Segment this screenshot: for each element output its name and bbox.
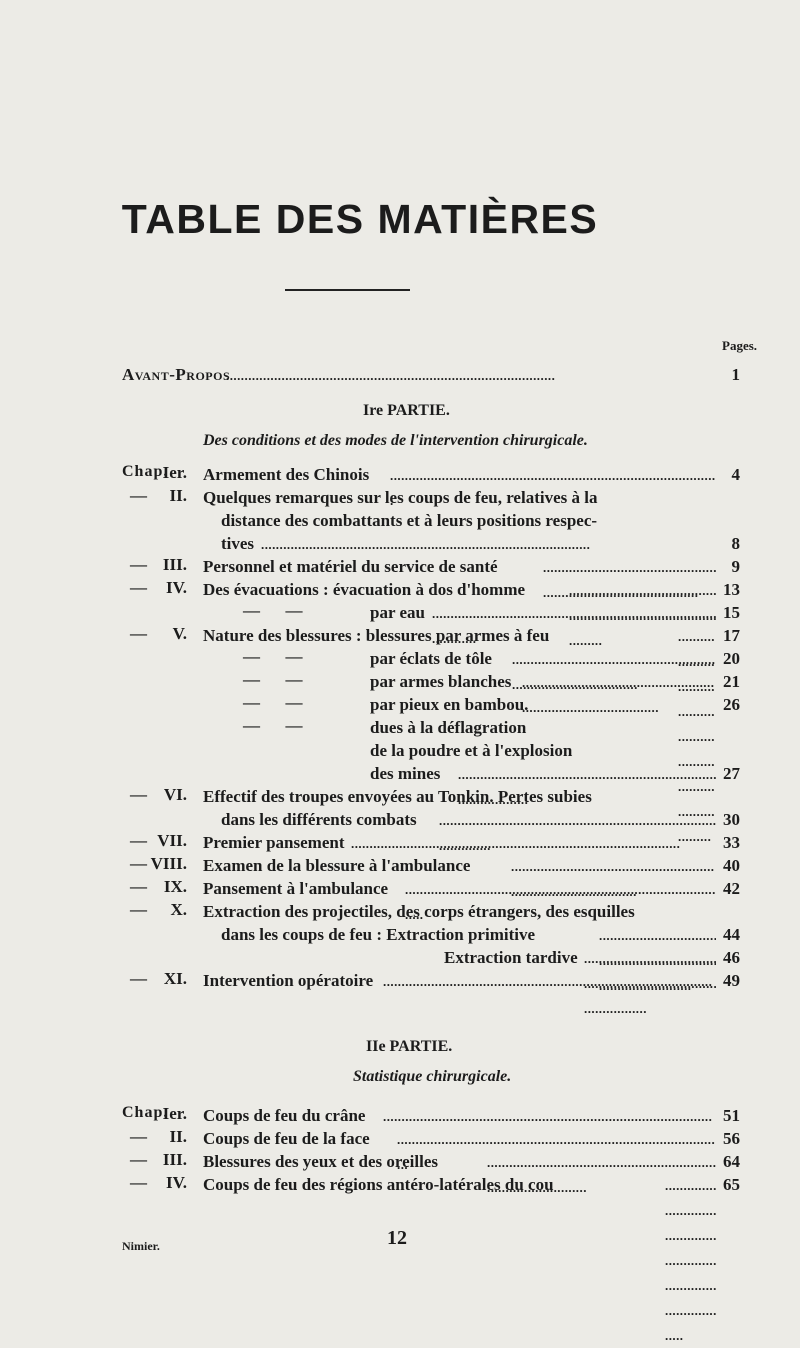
ditto-dashes: — —: [243, 601, 303, 620]
ditto-dash: —: [130, 877, 147, 896]
toc-entry: [221, 923, 740, 947]
toc-entry: [203, 1173, 740, 1197]
ditto-dashes: — —: [243, 670, 303, 689]
title-rule: [285, 289, 410, 291]
dot-leader: [226, 363, 716, 388]
chapter-number: V.: [172, 624, 187, 643]
footer-author: Nimier.: [122, 1239, 160, 1253]
toc-page-number: 21: [723, 672, 740, 691]
part-heading-2: IIe PARTIE.: [366, 1038, 453, 1055]
toc-entry: [203, 831, 740, 855]
toc-entry-line: Effectif des troupes envoyées au Tonkin. Pertes subies: [203, 787, 592, 806]
toc-page-number: 42: [723, 879, 740, 898]
toc-page-number: 44: [723, 925, 740, 944]
toc-entry: [203, 463, 740, 487]
toc-entry: [221, 532, 740, 556]
ditto-dash: —: [130, 578, 147, 597]
toc-page-number: 17: [723, 626, 740, 645]
toc-entry: [370, 647, 740, 671]
toc-entry-line: Quelques remarques sur les coups de feu, relatives à la: [203, 488, 598, 507]
dot-leader: [383, 969, 716, 994]
toc-entry-label: Des évacuations : évacuation à dos d'homme: [203, 580, 526, 599]
ditto-dash: —: [130, 624, 147, 643]
toc-entry: [370, 762, 740, 786]
toc-entry-label: Pansement à l'ambulance: [203, 879, 389, 898]
chapter-number: VI.: [163, 785, 187, 804]
chapter-number: IV.: [166, 1173, 187, 1192]
toc-entry-label: dans les coups de feu : Extraction primitive: [221, 925, 536, 944]
chapter-number: II.: [169, 1127, 187, 1146]
toc-entry-label: Premier pansement: [203, 833, 345, 852]
toc-entry-label: par armes blanches: [370, 672, 512, 691]
toc-entry-label: dans les différents combats: [221, 810, 417, 829]
toc-page-number: 27: [723, 764, 740, 783]
dot-leader: [351, 831, 716, 856]
dot-leader: [665, 1173, 716, 1348]
ditto-dashes: — —: [243, 647, 303, 666]
chapter-label: Chap.: [122, 463, 169, 480]
toc-entry-label: par éclats de tôle: [370, 649, 492, 668]
toc-entry-label: Armement des Chinois: [203, 465, 370, 484]
part-heading-1: Ire PARTIE.: [363, 402, 450, 419]
toc-entry-label: Intervention opératoire: [203, 971, 374, 990]
chapter-number: X.: [170, 900, 187, 919]
ditto-dashes: — —: [243, 716, 303, 735]
chapter-label: Chap.: [122, 1104, 169, 1121]
toc-entry: [221, 808, 740, 832]
toc-page-number: 1: [731, 365, 740, 384]
toc-page-number: 30: [723, 810, 740, 829]
toc-entry-label: Extraction tardive: [444, 948, 578, 967]
toc-entry: [203, 624, 740, 648]
toc-page-number: 33: [723, 833, 740, 852]
toc-entry: [203, 578, 740, 602]
ditto-dashes: — —: [243, 693, 303, 712]
chapter-number: II.: [169, 486, 187, 505]
chapter-number: VII.: [157, 831, 187, 850]
chapter-number: XI.: [163, 969, 187, 988]
footer-signature-number: 12: [387, 1227, 407, 1249]
chapter-number: Ier.: [162, 463, 187, 482]
toc-page-number: 64: [723, 1152, 740, 1171]
toc-entry-label: Avant-Propos: [122, 365, 231, 384]
toc-entry-label: Nature des blessures : blessures par armes à feu: [203, 626, 550, 645]
toc-page-number: 51: [723, 1106, 740, 1125]
toc-entry-line: Extraction des projectiles, des corps étrangers, des esquilles: [203, 902, 635, 921]
ditto-dash: —: [130, 555, 147, 574]
toc-entry: [203, 1150, 740, 1174]
toc-entry-label: tives: [221, 534, 255, 553]
toc-entry: [203, 854, 740, 878]
toc-entry: [444, 946, 740, 970]
part-subtitle-1: Des conditions et des modes de l'intervention chirurgicale.: [203, 432, 588, 449]
toc-entry-line: dues à la déflagration: [370, 718, 527, 737]
toc-entry: [203, 1104, 740, 1128]
toc-entry: [370, 693, 740, 717]
chapter-number: Ier.: [162, 1104, 187, 1123]
ditto-dash: —: [130, 1150, 147, 1169]
page-title: TABLE DES MATIÈRES: [121, 196, 599, 242]
chapter-number: III.: [162, 1150, 187, 1169]
toc-entry-label: Blessures des yeux et des oreilles: [203, 1152, 438, 1171]
toc-entry-label: Examen de la blessure à l'ambulance: [203, 856, 471, 875]
dot-leader: [261, 532, 716, 557]
toc-page-number: 15: [723, 603, 740, 622]
ditto-dash: —: [130, 831, 147, 850]
ditto-dash: —: [130, 785, 147, 804]
toc-entry-label: par pieux en bambou.: [370, 695, 529, 714]
toc-entry-label: Coups de feu du crâne: [203, 1106, 366, 1125]
toc-entry: [203, 555, 740, 579]
chapter-number: III.: [162, 555, 187, 574]
toc-page-number: 56: [723, 1129, 740, 1148]
pages-column-header: Pages.: [722, 338, 758, 353]
toc-entry: [203, 877, 740, 901]
part-subtitle-2: Statistique chirurgicale.: [353, 1068, 512, 1085]
toc-entry: [370, 601, 740, 625]
dot-leader: [383, 1104, 716, 1129]
toc-entry-label: Personnel et matériel du service de santé: [203, 557, 498, 576]
toc-entry-line: de la poudre et à l'explosion: [370, 741, 573, 760]
toc-page-number: 26: [723, 695, 740, 714]
toc-entry-label: Coups de feu de la face: [203, 1129, 370, 1148]
ditto-dash: —: [130, 900, 147, 919]
toc-entry-label: des mines: [370, 764, 441, 783]
toc-entry: [370, 670, 740, 694]
ditto-dash: —: [130, 969, 147, 988]
toc-entry-avant-propos: [122, 363, 740, 387]
ditto-dash: —: [130, 486, 147, 505]
toc-page-number: 8: [731, 534, 740, 553]
toc-entry-label: Coups de feu des régions antéro-latérales du cou: [203, 1175, 554, 1194]
chapter-number: IX.: [163, 877, 187, 896]
toc-page-number: 49: [723, 971, 740, 990]
toc-page-number: 65: [723, 1175, 740, 1194]
toc-page-number: 20: [723, 649, 740, 668]
chapter-number: VIII.: [150, 854, 187, 873]
toc-page-number: 13: [723, 580, 740, 599]
toc-page-number: 40: [723, 856, 740, 875]
toc-entry: [203, 1127, 740, 1151]
toc-page-number: 9: [731, 557, 740, 576]
toc-page-number: 4: [731, 465, 740, 484]
ditto-dash: —: [130, 1127, 147, 1146]
ditto-dash: —: [130, 854, 147, 873]
toc-entry: [203, 969, 740, 993]
chapter-number: IV.: [166, 578, 187, 597]
toc-entry-line: distance des combattants et à leurs positions respec-: [221, 511, 598, 530]
ditto-dash: —: [130, 1173, 147, 1192]
toc-entry-label: par eau: [370, 603, 425, 622]
toc-page-number: 46: [723, 948, 740, 967]
